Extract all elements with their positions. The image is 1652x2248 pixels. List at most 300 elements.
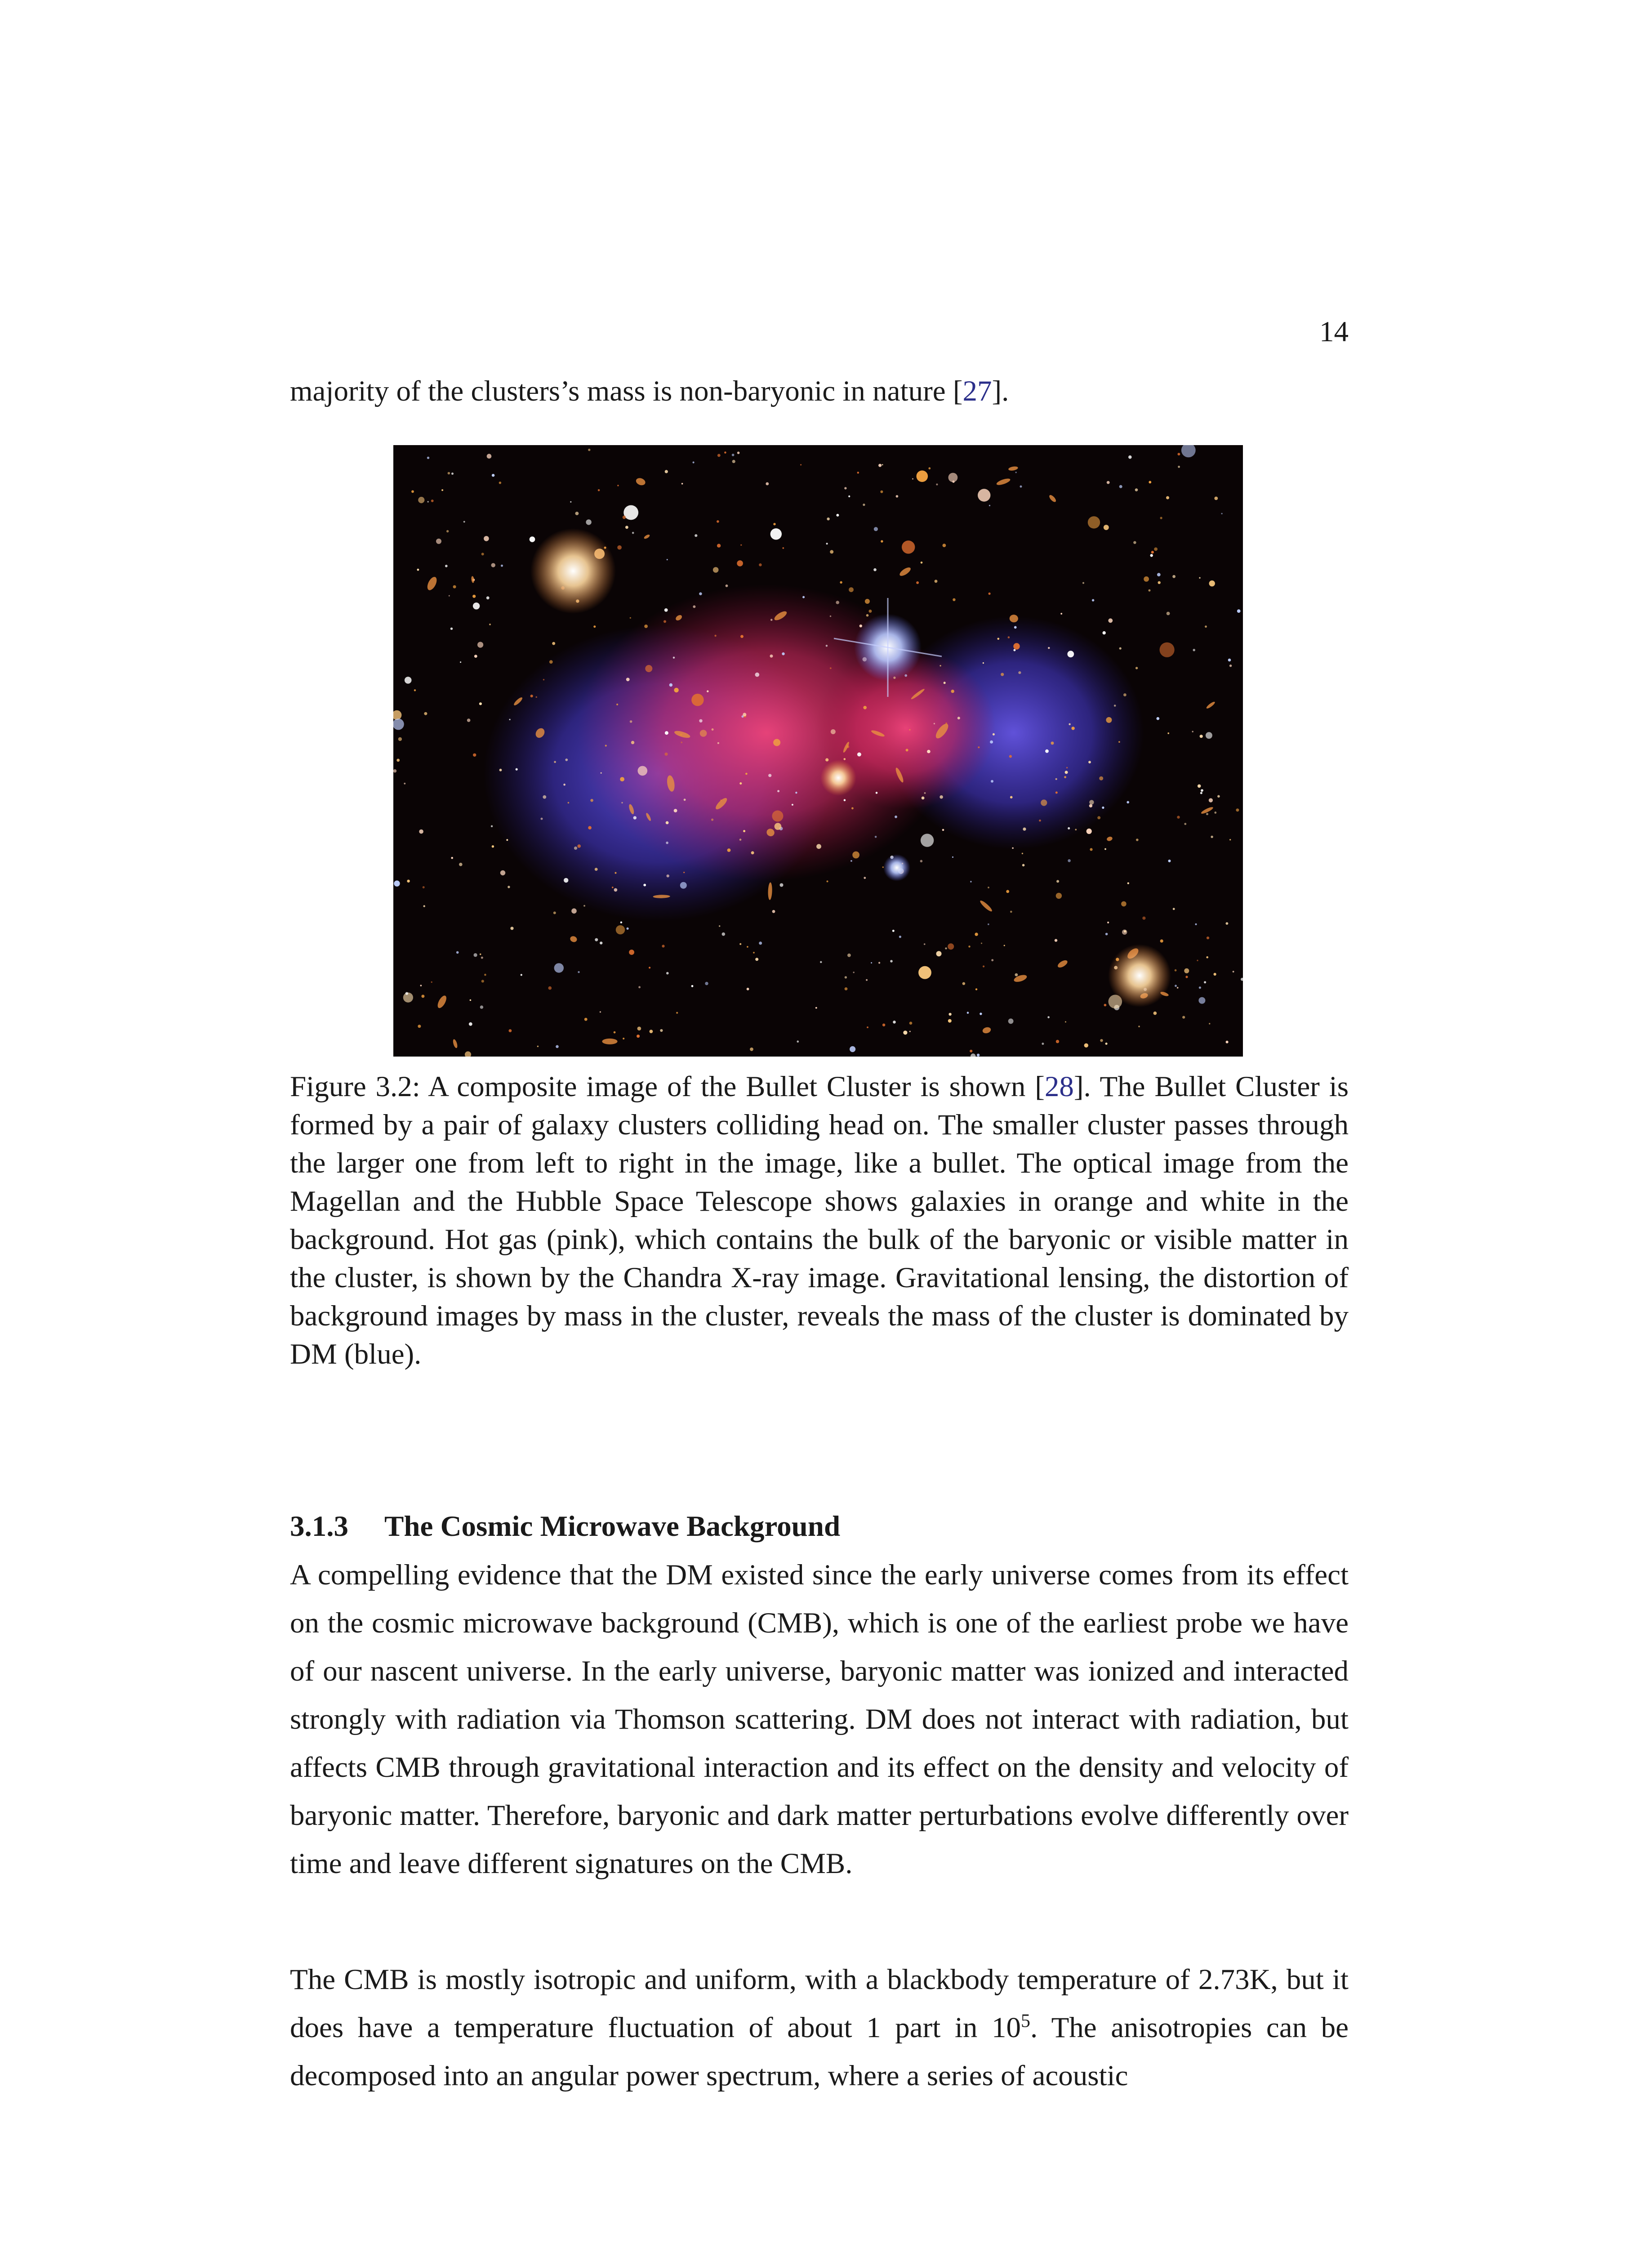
galaxy-point (1135, 667, 1138, 669)
galaxy-point (666, 842, 668, 844)
galaxy-point (975, 932, 978, 936)
galaxy-point (565, 758, 568, 761)
galaxy-point (1013, 643, 1020, 649)
galaxy-point (882, 1024, 885, 1026)
galaxy-point (948, 1019, 952, 1023)
galaxy-point (993, 733, 995, 736)
galaxy-point (773, 739, 780, 746)
galaxy-point (491, 563, 495, 567)
galaxy-point (740, 635, 744, 638)
galaxy-point (732, 460, 735, 463)
galaxy-point (1009, 755, 1012, 758)
galaxy-point (469, 1022, 472, 1026)
galaxy-point (912, 478, 913, 480)
galaxy-point (616, 925, 625, 934)
galaxy-point (1051, 741, 1054, 745)
galaxy-point (398, 737, 402, 741)
galaxy-point (472, 595, 476, 598)
galaxy-point (1233, 971, 1234, 972)
galaxy-point (451, 857, 453, 859)
galaxy-point (1177, 816, 1180, 818)
galaxy-point (470, 999, 472, 1001)
galaxy-point (1184, 823, 1186, 825)
galaxy-point (1089, 800, 1094, 804)
galaxy-point (1123, 693, 1127, 696)
galaxy-point (863, 504, 865, 506)
galaxy-point (1064, 776, 1066, 778)
galaxy-point (1114, 705, 1116, 707)
galaxy-point (940, 665, 941, 666)
galaxy-point (521, 974, 522, 976)
galaxy-point (681, 483, 683, 485)
galaxy-point (1022, 864, 1025, 867)
bullet-cluster-image (393, 445, 1243, 1057)
galaxy-point (537, 1046, 539, 1047)
galaxy-point (988, 923, 989, 925)
galaxy-point (530, 536, 535, 542)
galaxy-point (441, 489, 443, 491)
galaxy-point (957, 717, 960, 719)
galaxy-point (944, 682, 946, 684)
galaxy-point (480, 1005, 483, 1008)
galaxy-point (467, 718, 471, 722)
galaxy-point (820, 961, 822, 963)
galaxy-point (637, 1026, 641, 1030)
galaxy-point (448, 472, 450, 475)
galaxy-point (924, 792, 926, 794)
galaxy-point (436, 539, 441, 544)
galaxy-point (404, 783, 405, 785)
galaxy-point (563, 784, 566, 786)
galaxy-point (1201, 789, 1203, 792)
galaxy-point (1127, 801, 1129, 804)
galaxy-point (1018, 671, 1021, 674)
galaxy-point (601, 772, 602, 774)
galaxy-point (484, 536, 489, 541)
galaxy-point (782, 652, 784, 655)
galaxy-point (405, 992, 408, 995)
galaxy-point (633, 816, 637, 819)
galaxy-point (827, 880, 828, 882)
galaxy-point (936, 483, 938, 485)
galaxy-point (743, 830, 745, 832)
galaxy-point (1065, 1021, 1066, 1022)
galaxy-point (909, 729, 911, 731)
galaxy-point (868, 610, 872, 613)
galaxy-point (600, 1011, 601, 1012)
galaxy-point (844, 487, 846, 489)
galaxy-point (980, 1012, 982, 1015)
galaxy-point (664, 753, 668, 756)
galaxy-point (700, 730, 707, 737)
galaxy-point (800, 464, 802, 465)
galaxy-point (510, 927, 513, 930)
galaxy-point (445, 565, 448, 567)
galaxy-point (1199, 577, 1200, 579)
galaxy-point (1056, 1040, 1059, 1043)
galaxy-point (1103, 631, 1106, 634)
galaxy-point (1039, 820, 1041, 822)
galaxy-point (405, 677, 412, 684)
galaxy-point (1107, 481, 1110, 484)
section-heading (290, 1504, 1349, 1549)
galaxy-point (421, 995, 424, 998)
galaxy-point (1214, 973, 1216, 976)
galaxy-point (845, 987, 848, 990)
galaxy-point (407, 880, 410, 883)
galaxy-point (844, 799, 846, 801)
galaxy-point (418, 1025, 421, 1028)
galaxy-point (473, 602, 480, 609)
galaxy-point (1167, 732, 1169, 734)
galaxy-point (1160, 939, 1163, 942)
galaxy-point (1206, 813, 1208, 815)
galaxy-point (962, 982, 965, 985)
galaxy-point (989, 593, 991, 595)
galaxy-point (737, 560, 743, 566)
galaxy-point (456, 951, 459, 954)
galaxy-point (1105, 933, 1108, 936)
galaxy-point (1142, 917, 1145, 920)
galaxy-point (831, 729, 836, 734)
galaxy-point (680, 882, 687, 889)
galaxy-point (983, 662, 984, 664)
galaxy-point (474, 655, 477, 658)
galaxy-point (864, 877, 866, 879)
galaxy-point (419, 830, 423, 834)
galaxy-point (666, 821, 669, 825)
galaxy-point (978, 746, 980, 748)
galaxy-point (1066, 767, 1068, 768)
galaxy-point (699, 719, 702, 723)
galaxy-point (874, 527, 878, 531)
galaxy-point (1185, 976, 1188, 978)
galaxy-point (792, 804, 793, 806)
galaxy-point (403, 993, 413, 1003)
galaxy-point (1229, 839, 1231, 840)
galaxy-point (664, 608, 668, 612)
galaxy-point (459, 863, 463, 866)
galaxy-point (1214, 497, 1218, 500)
galaxy-point (991, 959, 993, 961)
galaxy-point (1229, 665, 1232, 667)
galaxy-point (737, 451, 740, 454)
galaxy-point (541, 818, 543, 820)
galaxy-point (1228, 659, 1231, 662)
galaxy-point (543, 679, 544, 680)
galaxy-ellipse (602, 1039, 617, 1044)
galaxy-point (1209, 798, 1213, 802)
galaxy-point (506, 839, 508, 841)
galaxy-point (1008, 1018, 1014, 1024)
galaxy-point (424, 712, 427, 715)
galaxy-point (449, 595, 450, 597)
galaxy-point (489, 624, 491, 625)
galaxy-point (501, 565, 503, 567)
galaxy-point (620, 921, 622, 923)
galaxy-point (825, 758, 828, 761)
galaxy-point (867, 1026, 868, 1028)
galaxy-point (552, 642, 555, 645)
galaxy-point (903, 1030, 907, 1035)
galaxy-point (1226, 1041, 1229, 1044)
galaxy-point (1104, 848, 1106, 850)
galaxy-point (1020, 486, 1022, 488)
galaxy-point (632, 532, 634, 534)
galaxy-point (978, 489, 990, 501)
galaxy-point (1157, 717, 1160, 720)
galaxy-point (548, 986, 552, 990)
galaxy-point (1010, 911, 1012, 913)
galaxy-point (499, 769, 502, 772)
galaxy-point (1100, 1039, 1103, 1042)
galaxy-point (830, 616, 831, 617)
galaxy-point (1075, 829, 1077, 830)
galaxy-point (499, 482, 501, 484)
top-text-after: ]. (992, 375, 1009, 407)
exponent: 5 (1020, 2011, 1030, 2032)
galaxy-point (623, 505, 638, 520)
galaxy-point (981, 943, 982, 944)
galaxy-point (878, 464, 882, 467)
galaxy-point (487, 454, 492, 459)
galaxy-point (1127, 882, 1129, 884)
galaxy-point (1198, 997, 1205, 1004)
galaxy-point (1172, 575, 1176, 578)
galaxy-point (396, 759, 400, 762)
galaxy-point (549, 660, 553, 664)
galaxy-point (952, 856, 953, 858)
galaxy-point (1089, 804, 1092, 807)
galaxy-point (1086, 829, 1092, 834)
galaxy-point (676, 1012, 678, 1014)
galaxy-point (970, 881, 971, 882)
galaxy-point (724, 451, 726, 454)
galaxy-point (590, 799, 593, 802)
galaxy-point (851, 807, 854, 809)
citation-link-28[interactable]: 28 (1044, 1070, 1074, 1103)
galaxy-point (1069, 723, 1070, 725)
galaxy-point (719, 925, 720, 927)
galaxy-point (847, 954, 851, 957)
galaxy-point (626, 678, 630, 681)
galaxy-point (1209, 1023, 1210, 1024)
galaxy-point (848, 495, 850, 497)
galaxy-point (394, 880, 400, 886)
galaxy-point (918, 966, 931, 979)
galaxy-point (638, 766, 648, 776)
galaxy-point (705, 982, 708, 985)
galaxy-point (423, 905, 425, 907)
galaxy-point (479, 702, 482, 705)
galaxy-point (1084, 1044, 1088, 1048)
galaxy-point (463, 521, 465, 523)
galaxy-point (586, 519, 591, 525)
galaxy-point (509, 719, 511, 720)
galaxy-point (484, 974, 486, 976)
galaxy-point (1192, 731, 1193, 732)
galaxy-point (662, 945, 664, 947)
galaxy-point (880, 491, 883, 493)
section-number: 3.1.3 (290, 1510, 348, 1543)
section-title: The Cosmic Microwave Background (384, 1510, 841, 1543)
galaxy-point (893, 1021, 896, 1024)
galaxy-point (491, 825, 493, 827)
galaxy-point (1204, 981, 1206, 983)
galaxy-point (631, 741, 634, 744)
galaxy-point (1221, 513, 1223, 514)
galaxy-point (1048, 647, 1050, 649)
galaxy-point (1055, 778, 1057, 780)
galaxy-point (830, 667, 832, 669)
galaxy-point (623, 1038, 624, 1039)
galaxy-point (630, 617, 631, 619)
galaxy-point (844, 758, 846, 760)
galaxy-point (630, 720, 632, 723)
galaxy-point (1056, 880, 1059, 883)
galaxy-point (940, 795, 943, 799)
galaxy-point (665, 470, 668, 473)
galaxy-point (584, 1018, 588, 1021)
galaxy-point (598, 489, 600, 491)
galaxy-point (1060, 613, 1062, 615)
galaxy-point (1022, 853, 1023, 854)
galaxy-point (991, 780, 993, 783)
galaxy-point (595, 938, 598, 941)
galaxy-point (739, 943, 741, 945)
galaxy-point (759, 563, 762, 566)
galaxy-point (906, 749, 908, 751)
galaxy-point (623, 516, 626, 519)
top-text-before: majority of the clusters’s mass is non-baryonic in nature [ (290, 375, 963, 407)
galaxy-point (663, 620, 666, 623)
galaxy-point (683, 872, 685, 873)
galaxy-point (845, 976, 847, 978)
galaxy-point (816, 844, 821, 849)
galaxy-point (751, 851, 754, 854)
galaxy-point (1150, 554, 1153, 557)
galaxy-point (1236, 808, 1239, 812)
galaxy-point (1119, 485, 1122, 488)
galaxy-point (753, 952, 755, 954)
galaxy-point (600, 941, 602, 944)
galaxy-point (711, 819, 713, 821)
galaxy-point (1197, 960, 1198, 961)
galaxy-point (660, 1029, 663, 1032)
galaxy-point (1012, 847, 1014, 849)
galaxy-point (899, 936, 901, 938)
galaxy-point (693, 605, 695, 608)
galaxy-point (802, 596, 805, 598)
galaxy-point (863, 706, 867, 709)
galaxy-point (616, 704, 618, 705)
galaxy-point (717, 742, 719, 744)
galaxy-point (431, 981, 432, 983)
galaxy-point (577, 844, 581, 848)
galaxy-point (857, 753, 861, 757)
galaxy-point (588, 826, 592, 830)
galaxy-point (717, 520, 719, 523)
galaxy-point (1160, 517, 1162, 519)
galaxy-point (943, 544, 946, 547)
galaxy-point (1001, 673, 1004, 676)
galaxy-point (492, 474, 494, 477)
bright-star-upper-left (530, 528, 616, 614)
galaxy-point (712, 728, 714, 731)
galaxy-point (732, 454, 735, 456)
galaxy-point (1010, 796, 1013, 798)
galaxy-point (850, 860, 852, 862)
galaxy-point (743, 713, 746, 716)
galaxy-point (1102, 807, 1104, 809)
galaxy-point (593, 625, 596, 628)
galaxy-point (564, 878, 568, 883)
galaxy-point (759, 941, 762, 945)
galaxy-point (977, 1054, 980, 1057)
galaxy-point (768, 774, 771, 777)
galaxy-point (665, 731, 668, 735)
galaxy-point (916, 581, 919, 584)
galaxy-point (1207, 937, 1209, 939)
galaxy-point (983, 965, 984, 967)
galaxy-point (1199, 986, 1201, 989)
galaxy-point (1205, 625, 1207, 628)
galaxy-point (446, 530, 449, 532)
galaxy-point (988, 887, 989, 888)
galaxy-point (766, 482, 769, 486)
galaxy-point (727, 848, 731, 852)
galaxy-point (621, 802, 623, 803)
galaxy-point (1175, 969, 1177, 972)
galaxy-point (473, 754, 476, 757)
galaxy-point (1138, 1026, 1140, 1027)
bright-star-lower-right (1108, 944, 1171, 1007)
galaxy-point (1136, 839, 1139, 841)
galaxy-point (826, 645, 828, 647)
galaxy-point (614, 888, 618, 892)
galaxy-point (902, 540, 915, 553)
galaxy-point (1015, 472, 1017, 473)
galaxy-point (717, 544, 721, 548)
galaxy-point (953, 598, 955, 601)
galaxy-point (1055, 791, 1058, 794)
galaxy-point (739, 839, 742, 841)
galaxy-point (755, 673, 760, 677)
galaxy-point (453, 585, 456, 589)
galaxy-point (826, 543, 828, 544)
galaxy-point (1045, 749, 1049, 753)
galaxy-point (773, 523, 775, 525)
galaxy-point (1104, 1004, 1107, 1007)
galaxy-point (1149, 589, 1151, 592)
galaxy-point (1157, 573, 1161, 576)
galaxy-point (629, 950, 634, 955)
galaxy-point (782, 547, 784, 549)
galaxy-point (873, 568, 877, 571)
galaxy-point (554, 963, 564, 972)
galaxy-point (1106, 717, 1112, 723)
galaxy-point (1068, 859, 1071, 862)
galaxy-point (1149, 481, 1151, 484)
galaxy-point (990, 740, 993, 744)
galaxy-point (575, 512, 579, 515)
galaxy-point (451, 473, 454, 475)
galaxy-point (775, 823, 782, 830)
galaxy-point (450, 628, 453, 630)
galaxy-point (1042, 1043, 1044, 1045)
galaxy-point (595, 868, 598, 871)
citation-link-27[interactable]: 27 (962, 375, 992, 407)
